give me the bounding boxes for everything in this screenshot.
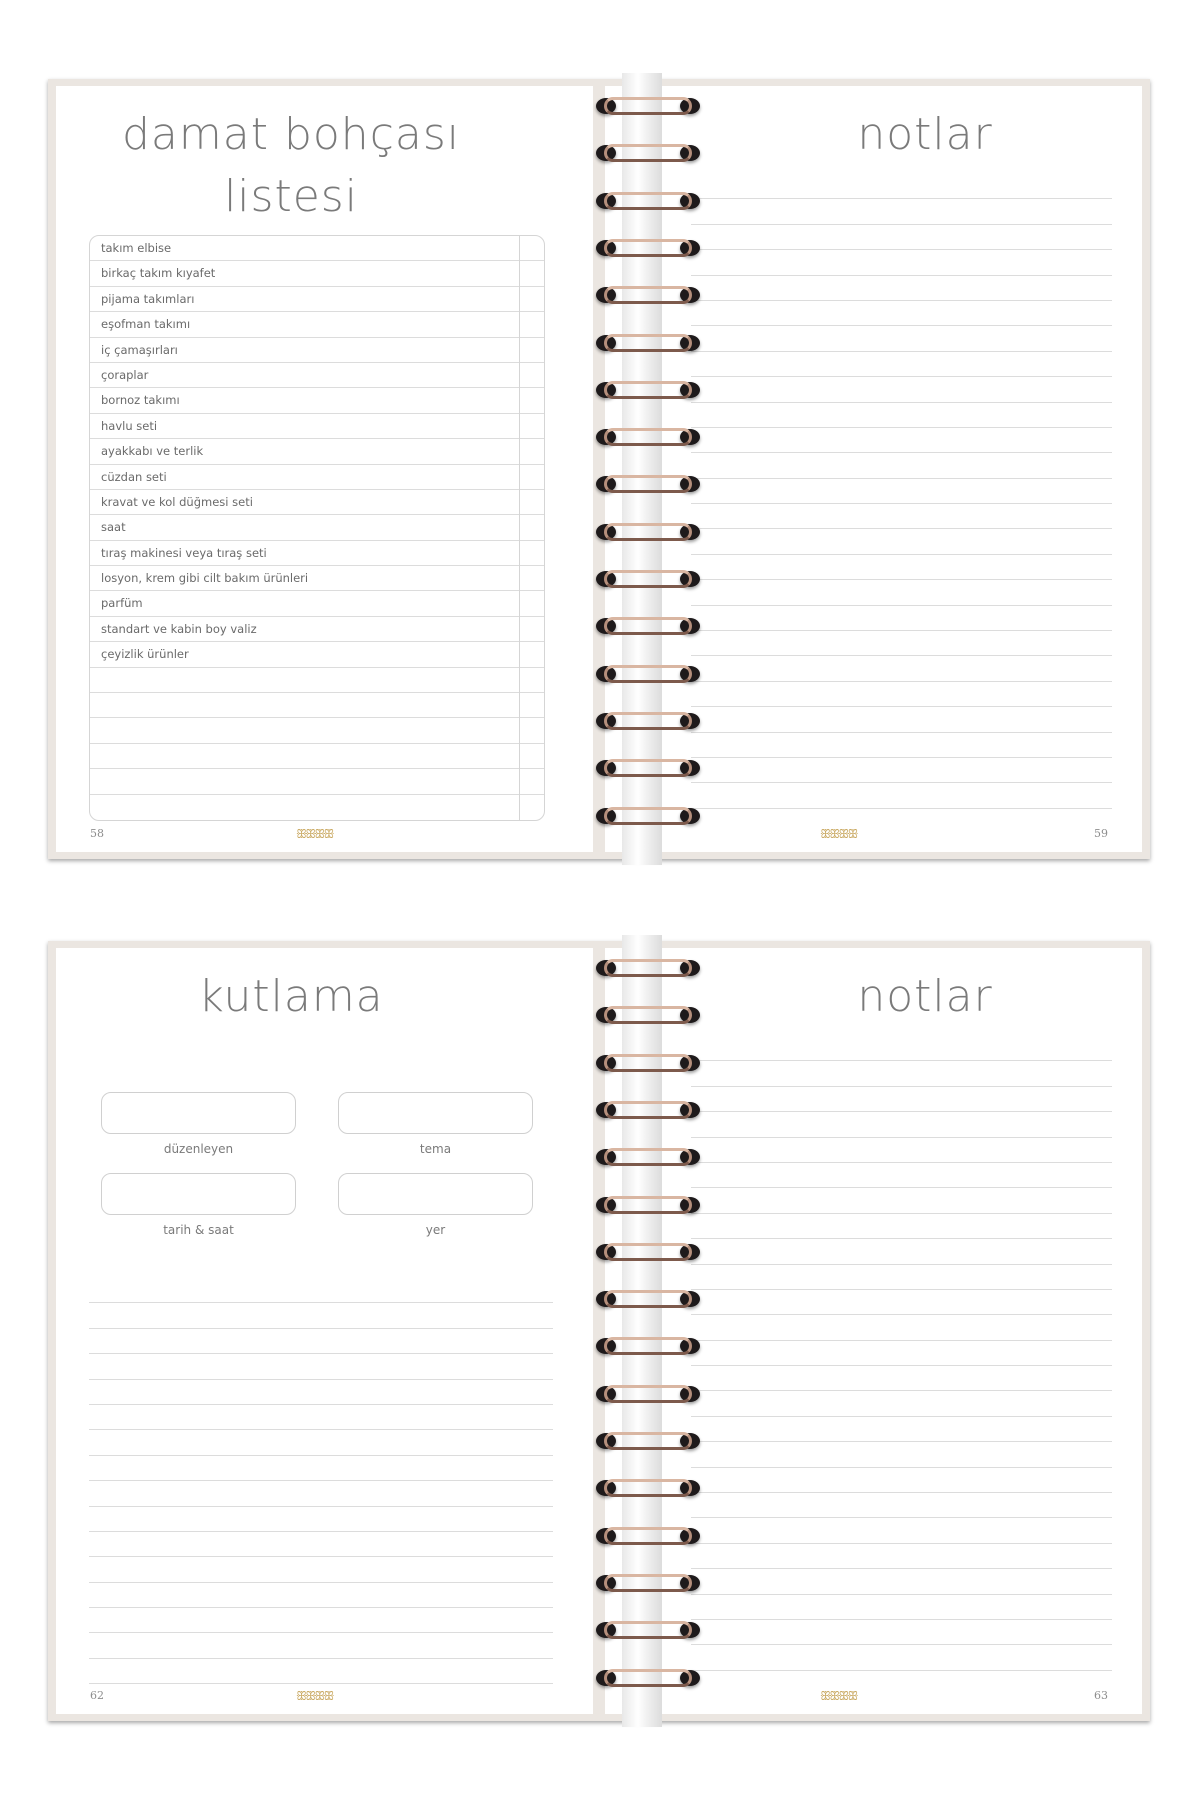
wire-loop — [604, 1006, 692, 1024]
ruled-line — [691, 301, 1112, 326]
wire-loop — [604, 665, 692, 683]
wire-loop — [604, 1290, 692, 1308]
ruled-line — [691, 555, 1112, 580]
ruled-line — [691, 631, 1112, 656]
wire-loop — [604, 712, 692, 730]
ruled-line — [691, 377, 1112, 402]
page-number: 62 — [90, 1689, 104, 1702]
ruled-line — [691, 428, 1112, 453]
ruled-line — [691, 606, 1112, 631]
ruled-line — [691, 453, 1112, 478]
datetime-field[interactable] — [101, 1173, 296, 1215]
ruled-line — [89, 1608, 553, 1633]
datetime-label: tarih & saat — [163, 1223, 234, 1237]
notes-lines — [691, 174, 1112, 809]
wire-loop — [604, 959, 692, 977]
ruled-line — [691, 1544, 1112, 1569]
notebook-spread-58-59 — [48, 79, 1150, 859]
spiral-ring — [596, 1288, 700, 1310]
ruled-line — [89, 1329, 553, 1354]
ruled-line — [691, 1493, 1112, 1518]
spiral-ring — [596, 1667, 700, 1689]
checklist-item: ayakkabı ve terlik — [90, 439, 544, 464]
wire-loop — [604, 1669, 692, 1687]
wire-loop — [604, 1432, 692, 1450]
spiral-ring — [596, 1619, 700, 1641]
spiral-ring — [596, 1146, 700, 1168]
checklist-item — [90, 668, 544, 693]
ruled-line — [691, 1518, 1112, 1543]
ruled-line — [691, 1087, 1112, 1112]
spiral-ring — [596, 568, 700, 590]
ruled-line — [89, 1481, 553, 1506]
ruled-line — [691, 326, 1112, 351]
ruled-line — [691, 250, 1112, 275]
ruled-line — [89, 1659, 553, 1684]
ruled-line — [89, 1557, 553, 1582]
spiral-ring — [596, 1383, 700, 1405]
checklist-item — [90, 769, 544, 794]
wire-loop — [604, 381, 692, 399]
notebook-spread-62-63 — [48, 941, 1150, 1721]
ruled-line — [691, 1417, 1112, 1442]
page-62 — [56, 948, 593, 1714]
ruled-line — [691, 1112, 1112, 1137]
spiral-ring — [596, 615, 700, 637]
checklist-item: saat — [90, 515, 544, 540]
spiral-ring — [596, 284, 700, 306]
checklist-item: parfüm — [90, 591, 544, 616]
spiral-binding — [542, 935, 702, 1727]
ruled-line — [691, 1061, 1112, 1086]
ruled-line — [691, 352, 1112, 377]
wire-loop — [604, 1196, 692, 1214]
ruled-line — [89, 1633, 553, 1658]
checklist-item: havlu seti — [90, 414, 544, 439]
spiral-ring — [596, 142, 700, 164]
ruled-line — [691, 1366, 1112, 1391]
checkbox-column-divider — [519, 236, 520, 820]
wire-loop — [604, 1337, 692, 1355]
spiral-ring — [596, 805, 700, 827]
spiral-ring — [596, 237, 700, 259]
page-title: kutlama — [198, 971, 384, 1022]
leaf-ornament-icon: ꕥꕥꕥꕥ — [296, 1689, 333, 1703]
ruled-line — [691, 656, 1112, 681]
wire-loop — [604, 523, 692, 541]
wire-loop — [604, 192, 692, 210]
organizer-label: düzenleyen — [163, 1142, 234, 1156]
spiral-ring — [596, 1572, 700, 1594]
place-field[interactable] — [338, 1173, 533, 1215]
ruled-line — [691, 1290, 1112, 1315]
ruled-line — [691, 1036, 1112, 1061]
ruled-line — [691, 1468, 1112, 1493]
ruled-line — [691, 1442, 1112, 1467]
checklist-item: çeyizlik ürünler — [90, 642, 544, 667]
checklist-item: takım elbise — [90, 236, 544, 261]
spiral-ring — [596, 1194, 700, 1216]
checklist-item: iç çamaşırları — [90, 338, 544, 363]
ruled-line — [691, 682, 1112, 707]
ruled-line — [691, 580, 1112, 605]
ruled-line — [691, 1188, 1112, 1213]
ruled-line — [89, 1278, 553, 1303]
checklist-item: tıraş makinesi veya tıraş seti — [90, 541, 544, 566]
ruled-line — [691, 1315, 1112, 1340]
checklist-item: bornoz takımı — [90, 388, 544, 413]
checklist-item — [90, 744, 544, 769]
ruled-line — [89, 1380, 553, 1405]
ruled-line — [691, 1239, 1112, 1264]
checklist-item: pijama takımları — [90, 287, 544, 312]
ruled-line — [691, 1620, 1112, 1645]
wire-loop — [604, 617, 692, 635]
wire-loop — [604, 475, 692, 493]
spiral-ring — [596, 757, 700, 779]
wire-loop — [604, 144, 692, 162]
ruled-line — [691, 276, 1112, 301]
spiral-ring — [596, 1477, 700, 1499]
spiral-ring — [596, 332, 700, 354]
checklist-item — [90, 718, 544, 743]
ruled-line — [691, 479, 1112, 504]
ruled-line — [691, 529, 1112, 554]
page-title — [96, 104, 486, 228]
page-title: notlar — [857, 971, 993, 1022]
ruled-line — [691, 1214, 1112, 1239]
spiral-ring — [596, 663, 700, 685]
theme-field[interactable] — [338, 1092, 533, 1134]
ruled-line — [691, 1391, 1112, 1416]
ruled-line — [89, 1507, 553, 1532]
writing-lines — [89, 1278, 553, 1684]
spiral-ring — [596, 1525, 700, 1547]
ruled-line — [89, 1456, 553, 1481]
ruled-line — [691, 1265, 1112, 1290]
spiral-ring — [596, 710, 700, 732]
leaf-ornament-icon: ꕥꕥꕥꕥ — [820, 1689, 857, 1703]
wire-loop — [604, 807, 692, 825]
ruled-line — [691, 1595, 1112, 1620]
ruled-line — [691, 199, 1112, 224]
spiral-ring — [596, 1241, 700, 1263]
spiral-ring — [596, 1430, 700, 1452]
spiral-ring — [596, 1052, 700, 1074]
checklist-item — [90, 795, 544, 820]
page-number: 59 — [1094, 827, 1108, 840]
theme-label: tema — [419, 1142, 452, 1156]
checklist-item: losyon, krem gibi cilt bakım ürünleri — [90, 566, 544, 591]
wire-loop — [604, 1574, 692, 1592]
checklist-item: eşofman takımı — [90, 312, 544, 337]
ruled-line — [691, 174, 1112, 199]
ruled-line — [691, 504, 1112, 529]
spiral-ring — [596, 95, 700, 117]
ruled-line — [691, 1138, 1112, 1163]
checklist-item: standart ve kabin boy valiz — [90, 617, 544, 642]
ruled-line — [89, 1532, 553, 1557]
ruled-line — [89, 1430, 553, 1455]
checklist-item: çoraplar — [90, 363, 544, 388]
ruled-line — [691, 1645, 1112, 1670]
ruled-line — [691, 783, 1112, 808]
wire-loop — [604, 1054, 692, 1072]
ruled-line — [691, 403, 1112, 428]
ruled-line — [89, 1405, 553, 1430]
ruled-line — [691, 733, 1112, 758]
organizer-field[interactable] — [101, 1092, 296, 1134]
wire-loop — [604, 1527, 692, 1545]
spiral-ring — [596, 521, 700, 543]
ruled-line — [691, 1569, 1112, 1594]
wire-loop — [604, 239, 692, 257]
ruled-line — [89, 1583, 553, 1608]
ruled-line — [89, 1303, 553, 1328]
wire-loop — [604, 286, 692, 304]
page-58 — [56, 86, 593, 852]
spiral-ring — [596, 426, 700, 448]
notes-lines — [691, 1036, 1112, 1671]
spiral-binding — [542, 73, 702, 865]
page-title: notlar — [857, 109, 993, 160]
ruled-line — [89, 1354, 553, 1379]
spiral-ring — [596, 1335, 700, 1357]
page-number: 58 — [90, 827, 104, 840]
spiral-ring — [596, 379, 700, 401]
spiral-ring — [596, 190, 700, 212]
ruled-line — [691, 707, 1112, 732]
wire-loop — [604, 1243, 692, 1261]
wire-loop — [604, 1479, 692, 1497]
title-line-1: damat bohçası — [122, 109, 460, 160]
checklist-item: birkaç takım kıyafet — [90, 261, 544, 286]
wire-loop — [604, 97, 692, 115]
leaf-ornament-icon: ꕥꕥꕥꕥ — [820, 827, 857, 841]
wire-loop — [604, 1101, 692, 1119]
place-label: yer — [425, 1223, 446, 1237]
wire-loop — [604, 1621, 692, 1639]
page-number: 63 — [1094, 1689, 1108, 1702]
spiral-ring — [596, 1099, 700, 1121]
ruled-line — [691, 758, 1112, 783]
wire-loop — [604, 1385, 692, 1403]
leaf-ornament-icon: ꕥꕥꕥꕥ — [296, 827, 333, 841]
wire-loop — [604, 334, 692, 352]
wire-loop — [604, 1148, 692, 1166]
wire-loop — [604, 428, 692, 446]
spiral-ring — [596, 473, 700, 495]
wire-loop — [604, 759, 692, 777]
ruled-line — [691, 225, 1112, 250]
checklist-item: kravat ve kol düğmesi seti — [90, 490, 544, 515]
ruled-line — [691, 1163, 1112, 1188]
wire-loop — [604, 570, 692, 588]
checklist-item — [90, 693, 544, 718]
spiral-ring — [596, 957, 700, 979]
checklist-item: cüzdan seti — [90, 465, 544, 490]
title-line-2: listesi — [224, 171, 358, 222]
ruled-line — [691, 1341, 1112, 1366]
checklist-table — [89, 235, 545, 821]
spiral-ring — [596, 1004, 700, 1026]
